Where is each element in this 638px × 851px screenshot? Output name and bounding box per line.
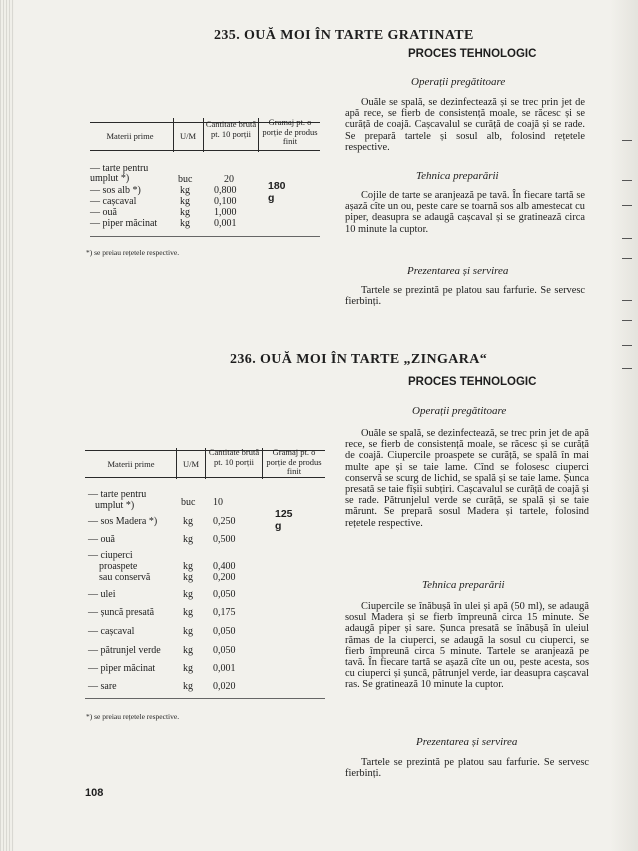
recipe-235-title: 235. OUĂ MOI ÎN TARTE GRATINATE [214,28,474,43]
ingredient-name: — piper măcinat [88,663,156,674]
ingredient-name: — ulei [88,589,116,600]
header-gramaj: Gramaj pt. o porție de produs finit [266,447,322,476]
page-number: 108 [85,787,104,799]
ingredient-name: — cașcaval [88,626,135,637]
ingredient-um: kg [183,534,193,545]
ingredient-qty: 1,000 [214,207,237,218]
ingredient-qty: 0,050 [213,645,236,656]
recipe-235-footnote: *) se preiau rețetele respective. [86,248,180,257]
ingredient-um: kg [183,607,193,618]
ingredient-qty: 0,250 [213,516,236,527]
ingredient-name: proaspete [99,561,138,572]
header-um: U/M [182,459,200,469]
recipe-236-title: 236. OUĂ MOI ÎN TARTE „ZINGARA“ [230,352,488,367]
ingredient-qty: 0,001 [213,663,236,674]
portion-weight: 125 g [275,508,293,532]
section-text: Tartele se prezintă pe platou sau farfurie. Se servesc fierbinți. [345,285,585,308]
ingredient-name: — sos alb *) [90,185,141,196]
section-title: Tehnica preparării [422,579,505,591]
section-text: Ouăle se spală, se dezinfectează și se trec prin jet de apă rece, se fierb de consistență moale, se răcesc și se curăță de coajă. Cașcavalul se curăță de coajă și se rade. Se prepară tartele și sosul alb, folosind rețetele respective. [345,97,585,153]
ingredient-um: kg [183,516,193,527]
header-materii: Materii prime [106,131,154,141]
section-text: Ciupercile se înăbușă în ulei și apă (50 ml), se adaugă sosul Madera și se fierb împreună circa 15 minute. Se adaugă piper și sare. Șunca presată se înăbușă în uleiul rămas de la ciuperci, se adaugă la sosul cu ciuperci, se fierb împreună circa 5 minute. Tartele se aranjează pe tavă. În fiecare tartă se așază cîte un ou, peste acesta, sos cu ciuperci și șuncă, pătrunjel verde, iar deasupra cașcaval ras. Se gratinează 10 minute la cuptor. [345,601,589,691]
section-text: Ouăle se spală, se dezinfectează, se trec prin jet de apă rece, se fierb de consistență moale, se răcesc și se curăță de coajă. Ciupercile proaspete se curăță, se spală în mai multe ape și se taie lame. Cînd se folosesc ciuperci conservă se scurg de lichid, se spală și se taie lame. Șunca presată se taie fîșii subțiri. Cașcavalul se curăță de coajă și se rade. Pătrunjelul verde se curăță, se spală și se taie mărunt. Se prepară sosul Madera și tartele, folosind rețetele respective. [345,428,589,529]
section-text: Tartele se prezintă pe platou sau farfurie. Se servesc fierbinți. [345,757,589,780]
ingredient-name: — pătrunjel verde [88,645,161,656]
ingredient-qty: 10 [213,497,223,508]
section-title: Tehnica preparării [416,170,499,182]
ingredient-qty: 0,200 [213,572,236,583]
ingredient-qty: 0,001 [214,218,237,229]
ingredient-um: kg [180,196,190,207]
ingredient-name: — cașcaval [90,196,137,207]
section-title: Operații pregătitoare [411,76,506,88]
ingredient-um: buc [178,174,193,185]
ingredient-um: buc [181,497,196,508]
ingredient-um: kg [183,681,193,692]
book-spine-shadow [0,0,14,851]
ingredient-name: sau conservă [99,572,151,583]
recipe-236-footnote: *) se preiau rețetele respective. [86,712,180,721]
ingredient-name: — sare [88,681,117,692]
ingredient-name: — tarte pentru [88,489,147,500]
ingredient-um: kg [183,626,193,637]
ingredient-um: kg [180,218,190,229]
ingredient-um: kg [183,645,193,656]
header-cantitate: Cantitate brută pt. 10 porții [205,119,257,139]
section-title: Prezentarea și servirea [407,265,509,277]
ingredient-name: — ouă [90,207,117,218]
header-materii: Materii prime [107,459,155,469]
ingredient-qty: 0,800 [214,185,237,196]
ingredient-qty: 0,175 [213,607,236,618]
section-title: Prezentarea și servirea [416,736,518,748]
ingredient-um: kg [180,207,190,218]
ingredient-um: kg [183,663,193,674]
ingredient-name: — șuncă presată [88,607,155,618]
ingredient-qty: 20 [224,174,234,185]
header-cantitate: Cantitate brută pt. 10 porții [208,447,260,467]
ingredient-qty: 0,500 [213,534,236,545]
ingredient-qty: 0,400 [213,561,236,572]
ingredient-qty: 0,100 [214,196,237,207]
ingredient-name: — tarte pentru umplut *) [90,163,149,184]
header-um: U/M [179,131,197,141]
ingredient-um: kg [183,572,193,583]
section-title: Operații pregătitoare [412,405,507,417]
recipe-236-process-title: PROCES TEHNOLOGIC [408,376,537,388]
ingredient-name: — sos Madera *) [88,516,158,527]
facing-page-edge [610,0,638,851]
ingredient-qty: 0,050 [213,589,236,600]
ingredient-qty: 0,020 [213,681,236,692]
ingredient-name: umplut *) [95,500,135,511]
portion-weight: 180 g [268,180,286,204]
ingredient-um: kg [183,589,193,600]
ingredient-name: — piper măcinat [90,218,158,229]
ingredient-name: — ouă [88,534,115,545]
header-gramaj: Gramaj pt. o porție de produs finit [262,117,318,146]
ingredient-um: kg [180,185,190,196]
ingredient-qty: 0,050 [213,626,236,637]
ingredient-name: — ciuperci [88,550,133,561]
ingredient-um: kg [183,561,193,572]
section-text: Cojile de tarte se aranjează pe tavă. În fiecare tartă se așază cîte un ou, peste care se toarnă sos alb amestecat cu piper, deasupra se adaugă cașcaval și se gratinează circa 10 minute la cuptor. [345,190,585,235]
recipe-235-process-title: PROCES TEHNOLOGIC [408,48,537,60]
